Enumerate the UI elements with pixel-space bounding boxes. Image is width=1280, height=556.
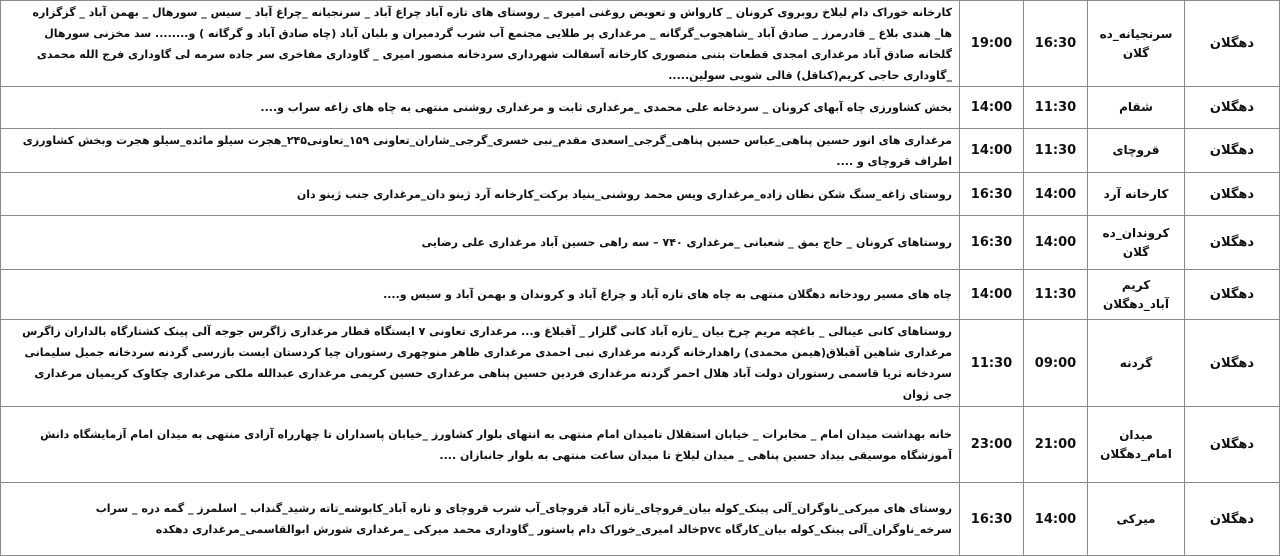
table-row <box>1 1 1280 87</box>
end-time-cell: 16:30 <box>960 483 1024 556</box>
city-cell: دهگلان <box>1185 270 1280 320</box>
end-time-cell: 23:00 <box>960 407 1024 483</box>
area-cell: میرکی <box>1088 483 1185 556</box>
end-time-cell: 19:00 <box>960 1 1024 87</box>
city-cell: دهگلان <box>1185 87 1280 129</box>
start-time-cell: 14:00 <box>1024 173 1088 216</box>
city-cell: دهگلان <box>1185 483 1280 556</box>
end-time-cell: 14:00 <box>960 270 1024 320</box>
area-cell: شقام <box>1088 87 1185 129</box>
area-cell: میدان امام_دهگلان <box>1088 407 1185 483</box>
table-row <box>1 407 1280 483</box>
city-cell: دهگلان <box>1185 407 1280 483</box>
affected-areas-cell: خانه بهداشت میدان امام _ مخابرات _ خیابان استقلال تامیدان امام منتهی به انتهای بلوار کشاورز _خیابان پاسداران تا چهارراه آزادی منتهی به میدان امام آزمایشگاه دانش آموزشگاه موسیقی بیداد حسین پناهی _ میدان لیلاخ تا میدان ساعت منتهی به بلوار جانبازان .... <box>1 407 960 483</box>
affected-areas-cell: روستای های میرکی_ناوگران_آلی پینک_کوله بیان_قروچای_تازه آباد قروچای_آب شرب قروچای و تازه آباد_کابوشه_تاته رشید_گنداب _ اسلمرز _ گمه دره _ سراب سرخه_ناوگران_آلی پینک_کوله بیان_کارگاه pvcخالد امیری_خوراک دام پاستور _گاوداری محمد میرکی _مرغداری شورش ابوالقاسمی_مرغداری دهکده <box>1 483 960 556</box>
affected-areas-cell: مرغداری های انور حسین پناهی_عباس حسین پناهی_گرجی_اسعدی مقدم_نبی خسری_گرجی_شاران_تعاونی ۱۵۹_تعاونی۲۴۵_هجرت سیلو مائده_سیلو هجرت وبخش کشاورزی اطراف قروچای و .... <box>1 129 960 173</box>
city-cell: دهگلان <box>1185 129 1280 173</box>
start-time-cell: 16:30 <box>1024 1 1088 87</box>
city-cell: دهگلان <box>1185 1 1280 87</box>
city-cell: دهگلان <box>1185 173 1280 216</box>
affected-areas-cell: بخش کشاورزی چاه آبهای کرونان _ سردخانه علی محمدی _مرغداری ثابت و مرغداری روشنی منتهی به چاه های زاغه سراب و.... <box>1 87 960 129</box>
table-row <box>1 320 1280 407</box>
start-time-cell: 11:30 <box>1024 270 1088 320</box>
table-row <box>1 270 1280 320</box>
table-row <box>1 173 1280 216</box>
end-time-cell: 14:00 <box>960 129 1024 173</box>
start-time-cell: 11:30 <box>1024 129 1088 173</box>
affected-areas-cell: کارخانه خوراک دام لیلاخ روبروی کرونان _ کارواش و تعویض روغنی امیری _ روستای های تازه آباد چراغ آباد _ سرنجیانه _چراغ آباد _ سیس _ سورهال _ بهمن آباد _ گزگزاره ها_ هندی بلاغ _ قادرمرز _ صادق آباد _شاهجوب_گرگانه _ مرغداری پر طلایی مجتمع آب شرب گردمیران و بلبان آباد (چاه صادق آباد و گرگانه ) و........ سد مخزنی سورهال گلخانه صادق آباد مرغداری امجدی قطعات بتنی منصوری کارخانه آسفالت شهرداری سردخانه منصور امیری _ گاوداری مفاخری سر جاده سرمه لی گاوداری فرج الله محمدی _گاوداری حاجی کریم(کناقل) قالی شویی سولین..... <box>1 1 960 87</box>
start-time-cell: 14:00 <box>1024 216 1088 270</box>
table-row <box>1 216 1280 270</box>
end-time-cell: 11:30 <box>960 320 1024 407</box>
start-time-cell: 21:00 <box>1024 407 1088 483</box>
table-row <box>1 483 1280 556</box>
area-cell: سرنجیانه_ده گلان <box>1088 1 1185 87</box>
affected-areas-cell: روستاهای کانی عینالی _ باغچه مریم چرخ بیان _تازه آباد کانی گلزار _ آقبلاغ و... مرغداری تعاونی ۷ ایستگاه قطار مرغداری زاگرس جوجه آلی پینک کشتارگاه بالداران زاگرس مرغداری شاهین آقبلاق(هیمن محمدی) راهدارخانه گردنه مرغداری نبی احمدی مرغداری ظاهر منوچهری رستوران چیا کردستان ایست بازرسی گردنه سردخانه جمیل سلیمانی سردخانه ثریا قاسمی رستوران دولت آباد هلال احمر گردنه مرغداری فردین حسین پناهی مرغداری حسین کریمی مرغداری عبدالله ملکی مرغداری چکاوک کریمیان مرغداری جی ژوان <box>1 320 960 407</box>
affected-areas-cell: روستای زاغه_سنگ شکن نظان زاده_مرغداری ویس محمد روشنی_بنیاد برکت_کارخانه آرد ژینو دان_مرغداری جنب ژینو دان <box>1 173 960 216</box>
end-time-cell: 14:00 <box>960 87 1024 129</box>
area-cell: قروچای <box>1088 129 1185 173</box>
table-row <box>1 87 1280 129</box>
affected-areas-cell: چاه های مسیر رودخانه دهگلان منتهی به چاه های تازه آباد و چراغ آباد و کروندان و بهمن آباد و سیس و.... <box>1 270 960 320</box>
area-cell: گردنه <box>1088 320 1185 407</box>
city-cell: دهگلان <box>1185 320 1280 407</box>
start-time-cell: 09:00 <box>1024 320 1088 407</box>
affected-areas-cell: روستاهای کرونان _ حاج یمق _ شعبانی _مرغداری ۷۴۰ – سه راهی حسین آباد مرغداری علی رضایی <box>1 216 960 270</box>
end-time-cell: 16:30 <box>960 173 1024 216</box>
start-time-cell: 11:30 <box>1024 87 1088 129</box>
city-cell: دهگلان <box>1185 216 1280 270</box>
end-time-cell: 16:30 <box>960 216 1024 270</box>
start-time-cell: 14:00 <box>1024 483 1088 556</box>
area-cell: کریم آباد_دهگلان <box>1088 270 1185 320</box>
area-cell: کروندان_ده گلان <box>1088 216 1185 270</box>
table-row <box>1 129 1280 173</box>
area-cell: کارخانه آرد <box>1088 173 1185 216</box>
